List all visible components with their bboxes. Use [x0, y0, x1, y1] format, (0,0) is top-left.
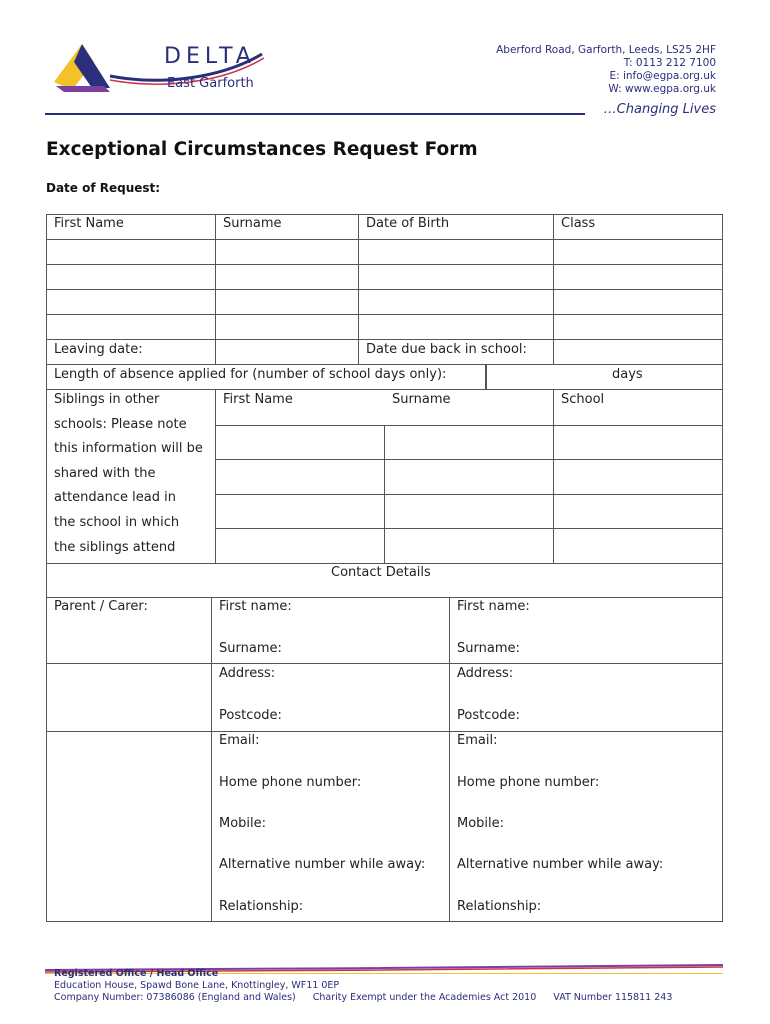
school-logo [52, 42, 282, 98]
sibling-surname-header: Surname [392, 392, 451, 407]
parent1-relationship-label: Relationship: [219, 899, 304, 914]
parent1-mobile-label: Mobile: [219, 816, 267, 831]
parent1-email-label: Email: [219, 733, 260, 748]
parent2-surname-label: Surname: [457, 641, 520, 656]
parent2-address-label: Address: [457, 666, 514, 681]
page-title: Exceptional Circumstances Request Form [46, 139, 478, 160]
sibling-school-header: School [561, 392, 605, 407]
header-rule [45, 113, 585, 115]
parent2-postcode-label: Postcode: [457, 708, 520, 723]
parent-carer-label: Parent / Carer: [54, 599, 148, 614]
email-text: E: info@egpa.org.uk [609, 70, 716, 82]
address-text: Aberford Road, Garforth, Leeds, LS25 2HF [496, 44, 716, 56]
footer-charity: Charity Exempt under the Academies Act 2010 [312, 992, 537, 1003]
parent1-postcode-label: Postcode: [219, 708, 282, 723]
header-surname: Surname [223, 216, 282, 231]
parent2-alt-number-label: Alternative number while away: [457, 857, 664, 872]
footer-heading: Registered Office / Head Office [54, 968, 219, 979]
parent2-relationship-label: Relationship: [457, 899, 542, 914]
absence-length-label: Length of absence applied for (number of school days only): [54, 367, 447, 382]
parent2-first-name-label: First name: [457, 599, 530, 614]
header-date-of-birth: Date of Birth [366, 216, 450, 231]
header-first-name: First Name [54, 216, 124, 231]
parent1-address-label: Address: [219, 666, 276, 681]
header-class: Class [561, 216, 596, 231]
footer-vat: VAT Number 115811 243 [553, 992, 673, 1003]
logo-wordmark: DELTA [164, 44, 256, 69]
web-text: W: www.egpa.org.uk [608, 83, 716, 95]
date-due-back-label: Date due back in school: [366, 342, 527, 357]
contact-details-heading: Contact Details [331, 565, 431, 580]
sibling-first-name-header: First Name [223, 392, 293, 407]
parent1-alt-number-label: Alternative number while away: [219, 857, 426, 872]
parent2-email-label: Email: [457, 733, 498, 748]
footer-address: Education House, Spawd Bone Lane, Knottingley, WF11 0EP [54, 980, 340, 991]
parent1-first-name-label: First name: [219, 599, 292, 614]
footer-company: Company Number: 07386086 (England and Wales) [54, 992, 296, 1003]
parent1-surname-label: Surname: [219, 641, 282, 656]
days-label: days [612, 367, 643, 382]
parent2-home-phone-label: Home phone number: [457, 775, 600, 790]
leaving-date-label: Leaving date: [54, 342, 143, 357]
parent1-home-phone-label: Home phone number: [219, 775, 362, 790]
tagline: …Changing Lives [603, 102, 716, 117]
logo-subtitle: East Garforth [167, 76, 254, 91]
phone-text: T: 0113 212 7100 [623, 57, 716, 69]
date-of-request-label: Date of Request: [46, 181, 161, 195]
footer [54, 968, 686, 1004]
parent2-mobile-label: Mobile: [457, 816, 505, 831]
contact-block [496, 44, 716, 96]
